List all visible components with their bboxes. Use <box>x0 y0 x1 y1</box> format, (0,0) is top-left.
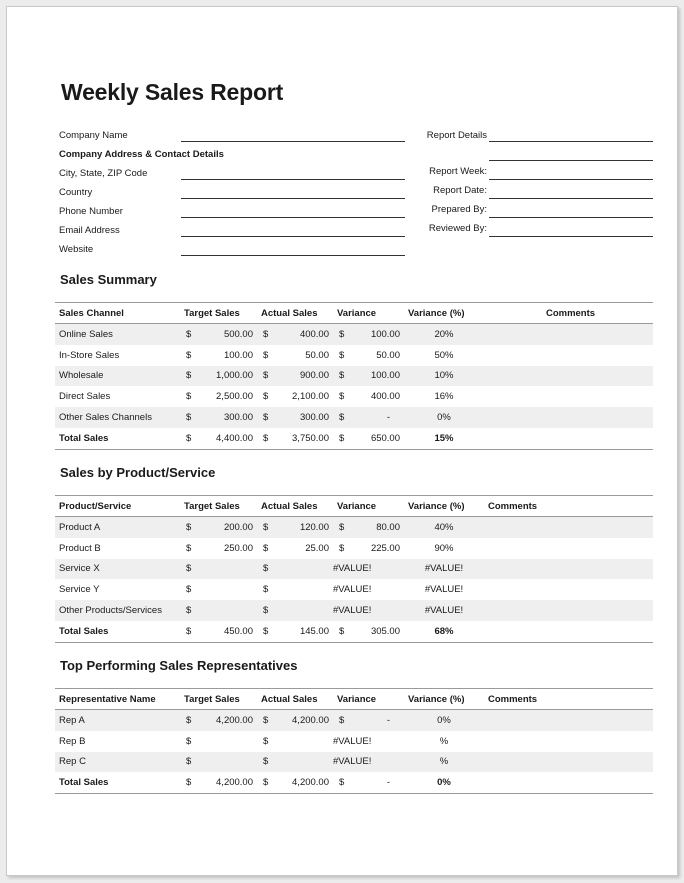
comments-cell <box>484 710 653 731</box>
amount-value: - <box>386 777 390 789</box>
variance-cell <box>333 710 404 731</box>
amount-value: - <box>386 714 390 726</box>
row-name: Service X <box>55 559 180 580</box>
target-sales-cell <box>180 772 257 793</box>
variance-cell <box>333 407 404 428</box>
actual-sales-cell <box>257 559 333 580</box>
report-details-field[interactable] <box>489 141 653 142</box>
actual-sales-cell <box>257 407 333 428</box>
currency-symbol: $ <box>186 625 192 637</box>
amount-value: 4,400.00 <box>216 432 253 444</box>
variance-cell: #VALUE! <box>333 600 404 621</box>
currency-symbol: $ <box>263 521 269 533</box>
currency-symbol: $ <box>263 432 269 444</box>
table-row <box>55 710 653 731</box>
target-sales-cell <box>180 407 257 428</box>
currency-symbol: $ <box>263 756 269 768</box>
variance-cell: #VALUE! <box>333 559 404 580</box>
amount-value: 4,200.00 <box>292 714 329 726</box>
col-header: Sales Channel <box>55 303 180 324</box>
amount-value: 3,750.00 <box>292 432 329 444</box>
website-label: Website <box>59 244 94 255</box>
col-header: Variance (%) <box>404 496 484 517</box>
amount-value: 300.00 <box>223 412 253 424</box>
comments-cell <box>484 600 653 621</box>
table-row <box>55 517 653 538</box>
actual-sales-cell <box>257 517 333 538</box>
variance-cell <box>333 428 404 449</box>
row-name: Direct Sales <box>59 391 111 403</box>
currency-symbol: $ <box>186 349 192 361</box>
currency-symbol: $ <box>186 563 192 575</box>
target-sales-cell <box>180 386 257 407</box>
actual-sales-cell <box>257 621 333 642</box>
col-header: Comments <box>484 689 653 710</box>
actual-sales-cell <box>257 345 333 366</box>
variance-pct-cell: 0% <box>404 407 484 428</box>
amount-value: 500.00 <box>223 328 253 340</box>
variance-pct-cell: % <box>404 752 484 773</box>
country-label: Country <box>59 187 93 198</box>
variance-cell <box>333 772 404 793</box>
target-sales-cell <box>180 324 257 345</box>
actual-sales-cell <box>257 366 333 387</box>
report-week-field[interactable] <box>489 179 653 180</box>
row-name: In-Store Sales <box>59 349 120 361</box>
currency-symbol: $ <box>339 521 345 533</box>
product-sales-table <box>55 495 653 643</box>
target-sales-cell <box>180 621 257 642</box>
report-page <box>6 6 678 876</box>
amount-value: 400.00 <box>299 328 329 340</box>
currency-symbol: $ <box>186 777 192 789</box>
table-header-row <box>55 303 653 324</box>
top-reps-table <box>55 688 653 794</box>
variance-cell: #VALUE! <box>333 735 372 747</box>
actual-sales-cell <box>257 752 333 773</box>
col-header: Variance <box>333 496 404 517</box>
comments-cell <box>484 731 653 752</box>
website-field[interactable] <box>181 255 405 256</box>
actual-sales-cell <box>257 731 333 752</box>
row-name: Service Y <box>59 584 100 596</box>
row-name: Online Sales <box>55 324 180 345</box>
target-sales-cell <box>180 600 257 621</box>
city-field[interactable] <box>181 179 405 180</box>
variance-cell <box>333 386 404 407</box>
table-row <box>55 407 653 428</box>
comments-cell <box>484 752 653 773</box>
amount-value: 250.00 <box>223 542 253 554</box>
target-sales-cell <box>180 345 257 366</box>
currency-symbol: $ <box>339 777 345 789</box>
col-header: Actual Sales <box>257 496 333 517</box>
variance-pct-cell: 90% <box>434 542 454 554</box>
amount-value: 80.00 <box>376 521 400 533</box>
amount-value: 50.00 <box>376 349 400 361</box>
product-sales-heading: Sales by Product/Service <box>60 465 216 480</box>
currency-symbol: $ <box>339 391 345 403</box>
phone-field[interactable] <box>181 217 405 218</box>
currency-symbol: $ <box>263 584 269 596</box>
actual-sales-cell <box>257 428 333 449</box>
comments-cell <box>484 517 653 538</box>
row-name: Rep C <box>55 752 180 773</box>
total-row <box>55 772 653 793</box>
col-header: Variance <box>333 689 404 710</box>
amount-value: 650.00 <box>370 432 400 444</box>
row-name: Product A <box>55 517 180 538</box>
amount-value: 4,200.00 <box>292 777 329 789</box>
currency-symbol: $ <box>263 605 269 617</box>
comments-cell <box>484 366 653 387</box>
variance-cell: #VALUE! <box>333 752 404 773</box>
amount-value: 400.00 <box>370 391 400 403</box>
currency-symbol: $ <box>339 432 345 444</box>
target-sales-cell <box>180 428 257 449</box>
comments-cell <box>484 621 653 642</box>
currency-symbol: $ <box>339 349 345 361</box>
row-name: Wholesale <box>55 366 180 387</box>
email-field[interactable] <box>181 236 405 237</box>
currency-symbol: $ <box>263 735 269 747</box>
currency-symbol: $ <box>339 625 345 637</box>
target-sales-cell <box>180 579 257 600</box>
col-header: Variance <box>333 303 404 324</box>
currency-symbol: $ <box>186 391 192 403</box>
currency-symbol: $ <box>263 625 269 637</box>
table-header-row <box>55 689 653 710</box>
total-row <box>55 428 653 449</box>
comments-cell <box>484 538 653 559</box>
phone-label: Phone Number <box>59 206 123 217</box>
amount-value <box>253 736 257 747</box>
top-reps-heading: Top Performing Sales Representatives <box>60 658 298 673</box>
currency-symbol: $ <box>186 605 192 617</box>
report-date-label: Report Date: <box>433 185 487 196</box>
row-name: Rep B <box>59 735 86 747</box>
table-row <box>55 752 653 773</box>
amount-value: 145.00 <box>299 625 329 637</box>
variance-pct-cell: 0% <box>404 772 484 793</box>
comments-cell <box>484 407 653 428</box>
currency-symbol: $ <box>186 542 192 554</box>
col-header: Target Sales <box>180 303 257 324</box>
reviewed-by-label: Reviewed By: <box>428 223 487 234</box>
amount-value: 25.00 <box>305 542 329 554</box>
variance-cell <box>333 621 404 642</box>
col-header: Variance (%) <box>404 303 484 324</box>
currency-symbol: $ <box>186 370 192 382</box>
amount-value: - <box>386 412 390 424</box>
total-row <box>55 621 653 642</box>
amount-value: 4,200.00 <box>216 777 253 789</box>
amount-value: 225.00 <box>370 542 400 554</box>
amount-value: 4,200.00 <box>216 714 253 726</box>
comments-cell <box>484 345 653 366</box>
amount-value: 100.00 <box>370 328 400 340</box>
col-header: Representative Name <box>55 689 180 710</box>
variance-pct-cell: 20% <box>404 324 484 345</box>
city-label: City, State, ZIP Code <box>59 168 148 179</box>
amount-value: 2,100.00 <box>292 391 329 403</box>
sales-summary-heading: Sales Summary <box>60 272 157 287</box>
address-heading: Company Address & Contact Details <box>59 149 224 160</box>
amount-value: 300.00 <box>299 412 329 424</box>
prepared-by-field[interactable] <box>489 217 653 218</box>
variance-cell <box>333 366 404 387</box>
col-header: Target Sales <box>180 689 257 710</box>
table-row <box>55 579 653 600</box>
target-sales-cell <box>180 752 257 773</box>
amount-value: 900.00 <box>299 370 329 382</box>
amount-value <box>253 605 257 616</box>
currency-symbol: $ <box>186 412 192 424</box>
table-row <box>55 324 653 345</box>
comments-cell <box>484 324 653 345</box>
amount-value: 120.00 <box>299 521 329 533</box>
report-week-label: Report Week: <box>429 166 487 177</box>
amount-value: 2,500.00 <box>216 391 253 403</box>
comments-cell <box>484 559 653 580</box>
target-sales-cell <box>180 731 257 752</box>
currency-symbol: $ <box>186 714 192 726</box>
variance-pct-cell: 10% <box>404 366 484 387</box>
row-name: Other Products/Services <box>55 600 180 621</box>
actual-sales-cell <box>257 600 333 621</box>
row-name: Rep A <box>55 710 180 731</box>
currency-symbol: $ <box>186 735 192 747</box>
report-details-field-2[interactable] <box>489 160 653 161</box>
currency-symbol: $ <box>263 370 269 382</box>
company-name-field[interactable] <box>181 141 405 142</box>
col-header: Variance (%) <box>404 689 484 710</box>
col-header: Comments <box>484 303 653 324</box>
table-row <box>55 538 653 559</box>
amount-value: 1,000.00 <box>216 370 253 382</box>
amount-value: 200.00 <box>223 521 253 533</box>
comments-cell <box>484 386 653 407</box>
table-row <box>55 345 653 366</box>
currency-symbol: $ <box>263 563 269 575</box>
row-name: Product B <box>59 542 101 554</box>
currency-symbol: $ <box>263 714 269 726</box>
variance-cell: #VALUE! <box>333 584 372 596</box>
row-name: Other Sales Channels <box>55 407 180 428</box>
variance-pct-cell: 50% <box>434 349 454 361</box>
comments-cell <box>484 428 653 449</box>
variance-pct-cell: 68% <box>404 621 484 642</box>
col-header: Target Sales <box>180 496 257 517</box>
amount-value <box>253 584 257 595</box>
actual-sales-cell <box>257 386 333 407</box>
variance-pct-cell: #VALUE! <box>404 600 484 621</box>
currency-symbol: $ <box>339 412 345 424</box>
variance-pct-cell: #VALUE! <box>424 584 464 596</box>
target-sales-cell <box>180 517 257 538</box>
col-header: Product/Service <box>55 496 180 517</box>
table-header-row <box>55 496 653 517</box>
variance-cell <box>333 538 404 559</box>
currency-symbol: $ <box>263 542 269 554</box>
variance-pct-cell: 40% <box>404 517 484 538</box>
table-row <box>55 600 653 621</box>
report-details-label: Report Details <box>426 130 487 141</box>
email-label: Email Address <box>59 225 120 236</box>
col-header: Comments <box>484 496 653 517</box>
currency-symbol: $ <box>186 432 192 444</box>
sales-summary-table <box>55 302 653 450</box>
amount-value: 100.00 <box>223 349 253 361</box>
comments-cell <box>484 772 653 793</box>
currency-symbol: $ <box>263 777 269 789</box>
table-row <box>55 366 653 387</box>
actual-sales-cell <box>257 772 333 793</box>
country-field[interactable] <box>181 198 405 199</box>
currency-symbol: $ <box>339 714 345 726</box>
currency-symbol: $ <box>186 756 192 768</box>
col-header: Actual Sales <box>257 303 333 324</box>
actual-sales-cell <box>257 538 333 559</box>
currency-symbol: $ <box>339 328 345 340</box>
actual-sales-cell <box>257 324 333 345</box>
target-sales-cell <box>180 710 257 731</box>
prepared-by-label: Prepared By: <box>431 204 487 215</box>
currency-symbol: $ <box>186 328 192 340</box>
currency-symbol: $ <box>263 391 269 403</box>
currency-symbol: $ <box>186 521 192 533</box>
actual-sales-cell <box>257 710 333 731</box>
variance-cell <box>333 517 404 538</box>
amount-value <box>253 756 257 767</box>
comments-cell <box>484 579 653 600</box>
row-name: Total Sales <box>55 772 180 793</box>
row-name: Total Sales <box>55 621 180 642</box>
table-row <box>55 559 653 580</box>
target-sales-cell <box>180 538 257 559</box>
variance-cell <box>333 324 404 345</box>
currency-symbol: $ <box>263 349 269 361</box>
reviewed-by-field[interactable] <box>489 236 653 237</box>
currency-symbol: $ <box>186 584 192 596</box>
currency-symbol: $ <box>339 370 345 382</box>
target-sales-cell <box>180 559 257 580</box>
amount-value: 100.00 <box>370 370 400 382</box>
variance-cell <box>333 345 404 366</box>
currency-symbol: $ <box>263 412 269 424</box>
amount-value: 450.00 <box>223 625 253 637</box>
company-name-label: Company Name <box>59 130 128 141</box>
variance-pct-cell: #VALUE! <box>404 559 484 580</box>
amount-value: 50.00 <box>305 349 329 361</box>
variance-pct-cell: 16% <box>434 391 454 403</box>
amount-value <box>253 563 257 574</box>
currency-symbol: $ <box>339 542 345 554</box>
row-name: Total Sales <box>55 428 180 449</box>
target-sales-cell <box>180 366 257 387</box>
variance-pct-cell: 15% <box>404 428 484 449</box>
page-title: Weekly Sales Report <box>61 79 284 105</box>
col-header: Actual Sales <box>257 689 333 710</box>
variance-pct-cell: 0% <box>404 710 484 731</box>
variance-pct-cell: % <box>439 735 449 747</box>
table-row <box>55 731 653 752</box>
amount-value: 305.00 <box>370 625 400 637</box>
report-date-field[interactable] <box>489 198 653 199</box>
actual-sales-cell <box>257 579 333 600</box>
table-row <box>55 386 653 407</box>
currency-symbol: $ <box>263 328 269 340</box>
